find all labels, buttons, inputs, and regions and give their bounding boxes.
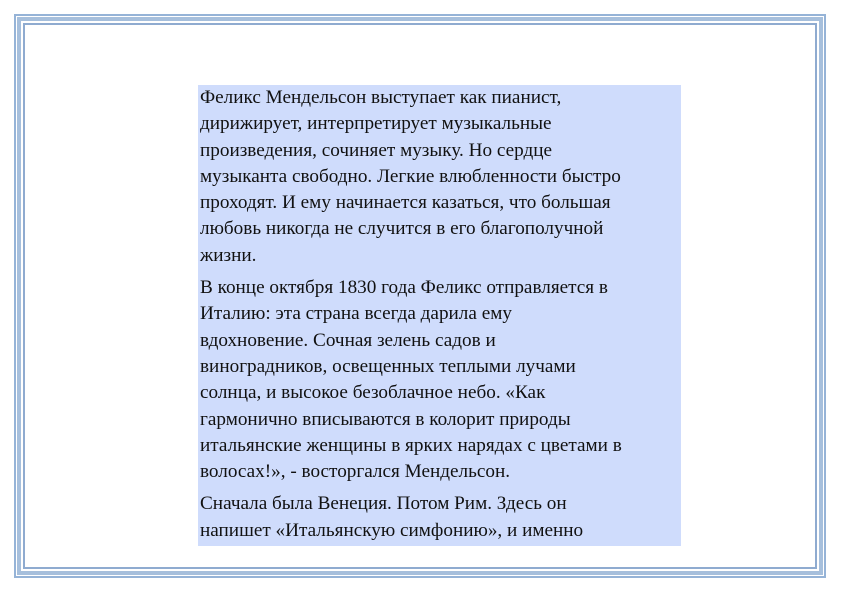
text-line: солнца, и высокое безоблачное небо. «Как bbox=[200, 382, 546, 404]
text-line: музыканта свободно. Легкие влюбленности быстро bbox=[200, 165, 621, 187]
paragraph-3 bbox=[200, 491, 681, 544]
text-line: проходят. И ему начинается казаться, что большая bbox=[200, 192, 611, 214]
text-line: виноградников, освещенных теплыми лучами bbox=[200, 355, 576, 377]
text-line: итальянские женщины в ярких нарядах с цветами в bbox=[200, 434, 622, 456]
text-line: В конце октября 1830 года Феликс отправляется в bbox=[200, 277, 608, 299]
text-line: произведения, сочиняет музыку. Но сердце bbox=[200, 139, 552, 161]
text-line: Сначала была Венеция. Потом Рим. Здесь он bbox=[200, 493, 567, 515]
text-line: волосах!», - восторгался Мендельсон. bbox=[200, 461, 511, 483]
text-line: напишет «Итальянскую симфонию», и именно bbox=[200, 519, 584, 541]
text-line: Феликс Мендельсон выступает как пианист, bbox=[200, 87, 562, 108]
text-line: любовь никогда не случится в его благополучной bbox=[200, 218, 604, 240]
text-line: Италию: эта страна всегда дарила ему bbox=[200, 303, 512, 325]
paragraph-1 bbox=[200, 85, 681, 269]
text-box[interactable] bbox=[198, 85, 681, 546]
paragraph-2 bbox=[200, 275, 681, 485]
text-line: гармонично вписываются в колорит природы bbox=[200, 408, 571, 430]
text-line: дирижирует, интерпретирует музыкальные bbox=[200, 113, 552, 135]
text-line: жизни. bbox=[200, 244, 257, 266]
text-line: вдохновение. Сочная зелень садов и bbox=[200, 329, 496, 351]
